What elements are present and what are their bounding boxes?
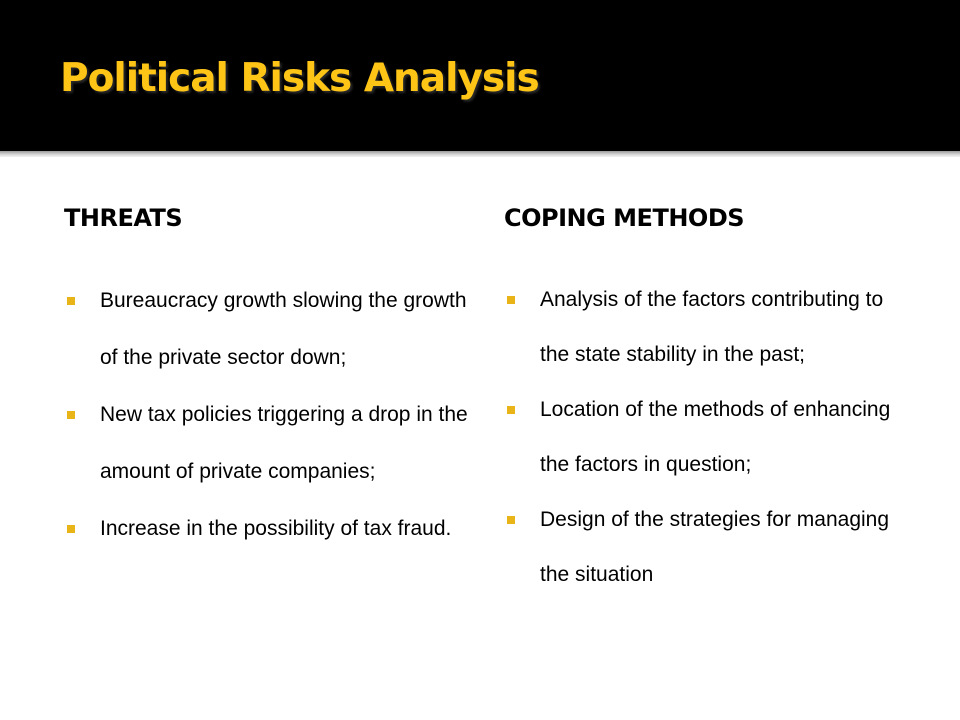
list-item — [504, 272, 916, 382]
list-item-text: Analysis of the factors contributing to the state stability in the past; — [540, 288, 884, 366]
list-item — [64, 272, 470, 386]
square-bullet-icon — [67, 411, 75, 419]
slide-title: Political Risks Analysis — [60, 56, 539, 101]
list-item-text: Bureaucracy growth slowing the growth of the private sector down; — [100, 289, 467, 369]
threats-list — [64, 272, 470, 557]
list-item — [504, 492, 916, 602]
square-bullet-icon — [67, 525, 75, 533]
list-item — [64, 386, 470, 500]
square-bullet-icon — [507, 516, 515, 524]
list-item-text: New tax policies triggering a drop in the amount of private companies; — [100, 403, 468, 483]
title-divider — [0, 151, 960, 157]
list-item — [64, 500, 470, 557]
list-item — [504, 382, 916, 492]
square-bullet-icon — [507, 406, 515, 414]
square-bullet-icon — [507, 296, 515, 304]
square-bullet-icon — [67, 297, 75, 305]
list-item-text: Location of the methods of enhancing the factors in question; — [540, 398, 891, 476]
title-bar — [0, 0, 960, 151]
list-item-text: Design of the strategies for managing the situation — [540, 508, 890, 586]
coping-methods-heading: COPING METHODS — [504, 204, 745, 232]
list-item-text: Increase in the possibility of tax fraud. — [100, 517, 452, 540]
coping-methods-list — [504, 272, 916, 602]
threats-heading: THREATS — [64, 204, 183, 232]
